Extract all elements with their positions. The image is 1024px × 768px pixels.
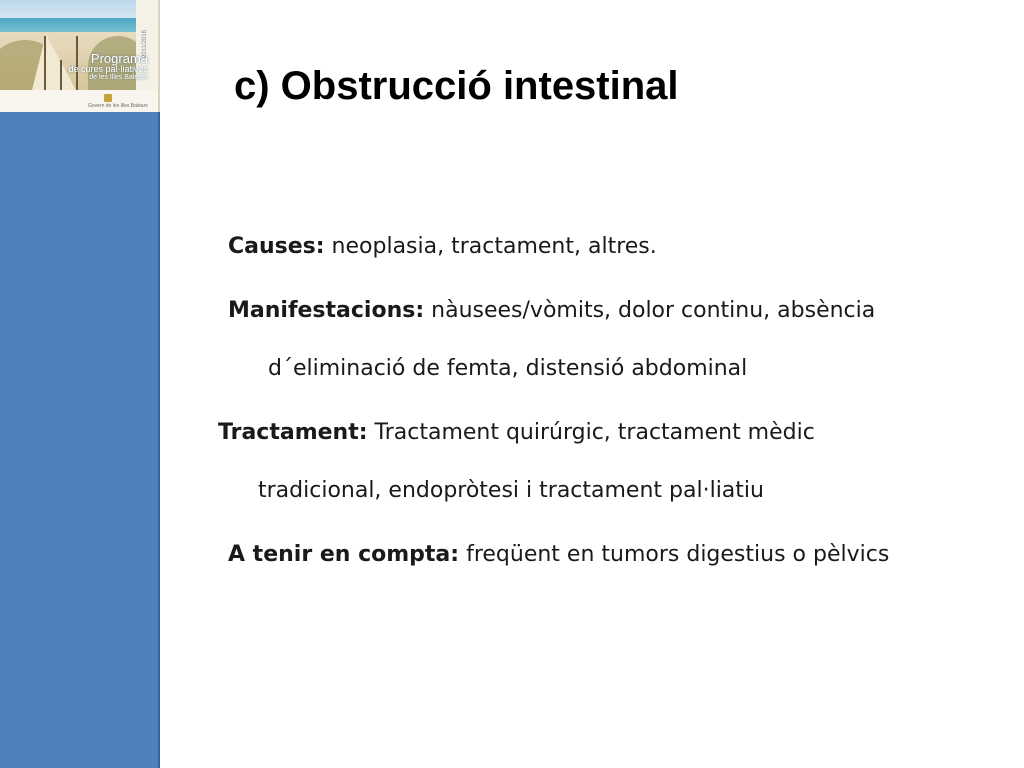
item-label: Manifestacions: xyxy=(228,298,425,323)
item-a-tenir-en-compta xyxy=(218,526,998,584)
item-causes xyxy=(218,218,998,276)
item-text: neoplasia, tractament, altres. xyxy=(324,234,657,259)
item-label: Causes: xyxy=(228,234,325,259)
item-manifestacions xyxy=(218,282,998,398)
program-years: 2011/2016 xyxy=(142,30,148,58)
slide-title: c) Obstrucció intestinal xyxy=(234,64,679,108)
item-text: nàusees/vòmits, dolor continu, absència xyxy=(424,298,876,323)
government-name: Govern de les Illes Balears xyxy=(88,103,148,109)
program-logo-title xyxy=(56,52,148,81)
program-logo-line2: de cures pal·liatives xyxy=(68,64,148,74)
item-continuation: tradicional, endopròtesi i tractament pal·liatiu xyxy=(258,478,764,503)
sidebar-bar xyxy=(0,112,160,768)
item-text: freqüent en tumors digestius o pèlvics xyxy=(459,542,890,567)
government-emblem-icon xyxy=(104,94,112,102)
slide-body xyxy=(218,218,998,584)
program-logo-line1: Programa xyxy=(90,51,148,66)
item-label: Tractament: xyxy=(218,420,368,445)
item-label: A tenir en compta: xyxy=(228,542,460,567)
program-logo xyxy=(0,0,160,114)
program-logo-line3: de les Illes Balears xyxy=(89,74,148,81)
item-tractament xyxy=(218,404,998,520)
item-continuation: d´eliminació de femta, distensió abdominal xyxy=(268,356,748,381)
item-text: Tractament quirúrgic, tractament mèdic xyxy=(367,420,815,445)
